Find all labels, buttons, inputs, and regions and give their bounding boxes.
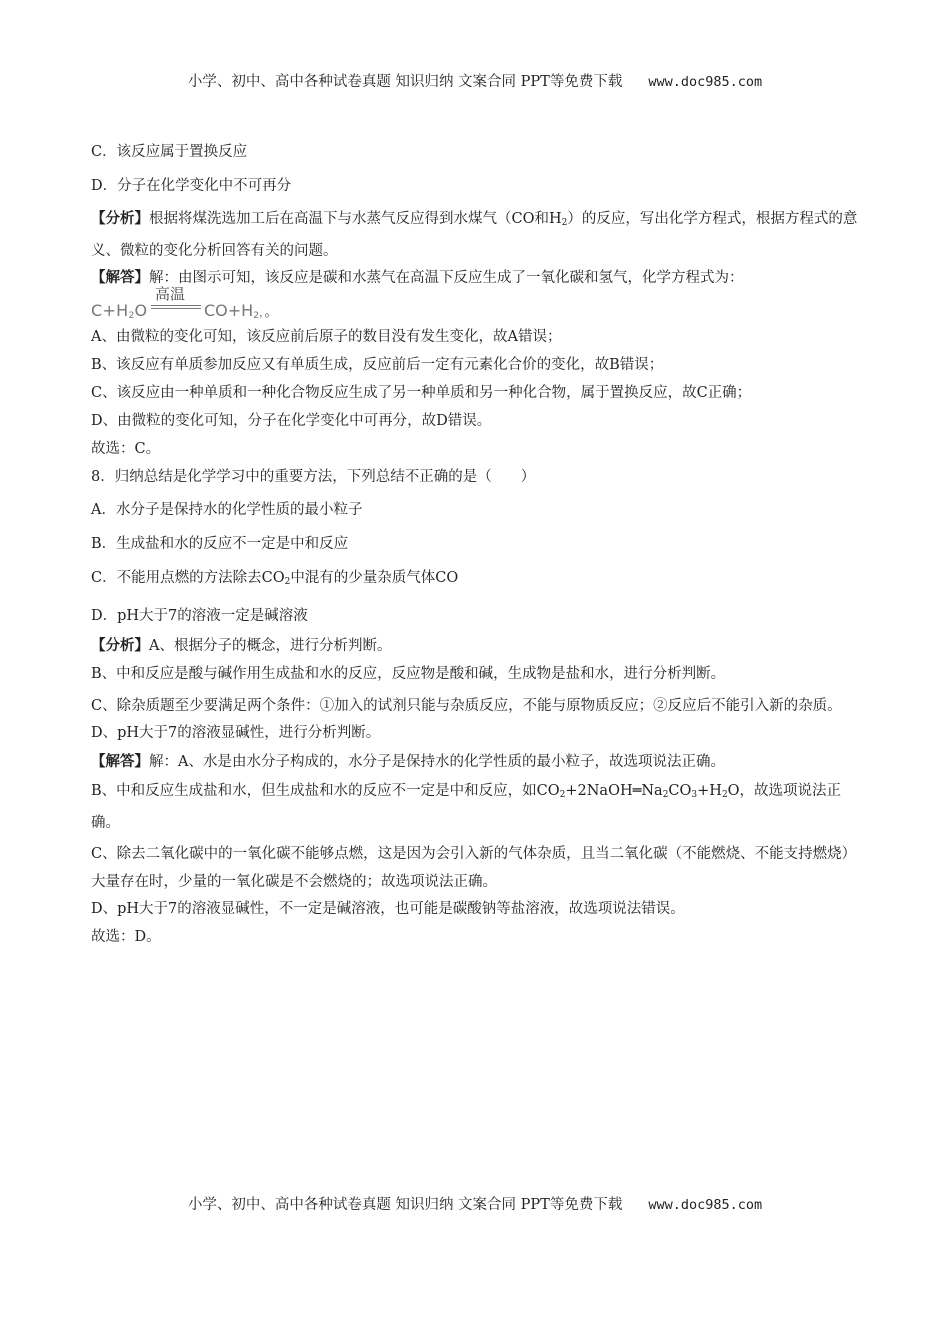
q8-choice: 故选：D。 <box>91 929 161 945</box>
q8-answer-1: 【解答】解：A、水是由水分子构成的，水分子是保持水的化学性质的最小粒子，故选项说法正确。 <box>91 753 725 770</box>
q7-analysis <box>91 205 859 265</box>
q8-analysis-2: B、中和反应是酸与碱作用生成盐和水的反应，反应物是酸和碱，生成物是盐和水，进行分析判断。 <box>91 666 726 682</box>
equation-double-line-top <box>151 305 201 306</box>
q7-answer-intro-text: 解：由图示可知，该反应是碳和水蒸气在高温下反应生成了一氧化碳和氢气，化学方程式为： <box>149 270 744 286</box>
answer-label: 【解答】 <box>91 753 149 770</box>
q8-answer-2: B、中和反应生成盐和水，但生成盐和水的反应不一定是中和反应，如$CO_2+2NaOH═Na_2CO_3+H_2O$，故选项说法正确。 <box>91 783 842 831</box>
q8-analysis-1: 【分析】A、根据分子的概念，进行分析判断。 <box>91 637 392 654</box>
q7-option-c: C．该反应属于置换反应 <box>91 144 248 160</box>
q8-analysis-4: D、pH大于7的溶液显碱性，进行分析判断。 <box>91 725 381 741</box>
q8-option-d: D．pH大于7的溶液一定是碱溶液 <box>91 608 308 624</box>
q8-option-b: B．生成盐和水的反应不一定是中和反应 <box>91 536 349 552</box>
q8-analysis-3: C、除杂质题至少要满足两个条件：①加入的试剂只能与杂质反应，不能与原物质反应；②反应后不能引入新的杂质。 <box>91 698 842 714</box>
q8-answer-4: D、pH大于7的溶液显碱性，不一定是碱溶液，也可能是碳酸钠等盐溶液，故选项说法错误。 <box>91 901 685 917</box>
document-body <box>91 142 859 948</box>
q7-analysis-text-c: ）的反应，写出化学方程式，根据方程式的意义、微粒的变化分析回答有关的问题。 <box>91 211 858 259</box>
page-footer <box>0 1193 950 1214</box>
q8-option-a: A．水分子是保持水的化学性质的最小粒子 <box>91 502 363 518</box>
q8-option-c: C．不能用点燃的方法除去$CO_2$中混有的少量杂质气体CO <box>91 570 459 587</box>
q7-answer-intro <box>91 267 859 289</box>
answer-label: 【解答】 <box>91 269 149 286</box>
header-text: 小学、初中、高中各种试卷真题 知识归纳 文案合同 PPT等免费下载 <box>187 74 623 90</box>
analysis-label: 【分析】 <box>91 637 149 654</box>
equation-double-line-bottom <box>151 308 201 309</box>
q7-explanation-c: C、该反应由一种单质和一种化合物反应生成了另一种单质和另一种化合物，属于置换反应，故C正确； <box>91 385 752 401</box>
q8-answer-3: C、除去二氧化碳中的一氧化碳不能够点燃，这是因为会引入新的气体杂质，且当二氧化碳（不能燃烧、不能支持燃烧）大量存在时，少量的一氧化碳是不会燃烧的；故选项说法正确。 <box>91 846 857 890</box>
chemical-equation <box>91 285 859 325</box>
q7-analysis-text-a: 根据将煤洗选加工后在高温下与水蒸气反应得到水煤气（CO和H <box>149 211 562 227</box>
equation-products: $CO+H_2$，。 <box>204 301 278 321</box>
q8-stem: 8．归纳总结是化学学习中的重要方法，下列总结不正确的是（ ） <box>91 469 536 485</box>
q7-explanation-d: D、由微粒的变化可知，分子在化学变化中可再分，故D错误。 <box>91 413 492 429</box>
footer-url[interactable]: www.doc985.com <box>648 1197 763 1213</box>
footer-text: 小学、初中、高中各种试卷真题 知识归纳 文案合同 PPT等免费下载 <box>187 1197 623 1213</box>
q7-choice: 故选：C。 <box>91 441 161 457</box>
page-header <box>0 70 950 91</box>
q7-analysis-sub: 2 <box>561 218 568 228</box>
q7-explanation-a: A、由微粒的变化可知，该反应前后原子的数目没有发生变化，故A错误； <box>91 329 562 345</box>
equation-reactants: $C+H_2O$ <box>91 301 148 321</box>
q7-option-d: D．分子在化学变化中不可再分 <box>91 178 292 194</box>
analysis-label: 【分析】 <box>91 210 149 227</box>
equation-condition: 高温 <box>155 285 186 303</box>
header-url[interactable]: www.doc985.com <box>648 74 763 90</box>
q7-explanation-b: B、该反应有单质参加反应又有单质生成，反应前后一定有元素化合价的变化，故B错误； <box>91 357 664 373</box>
